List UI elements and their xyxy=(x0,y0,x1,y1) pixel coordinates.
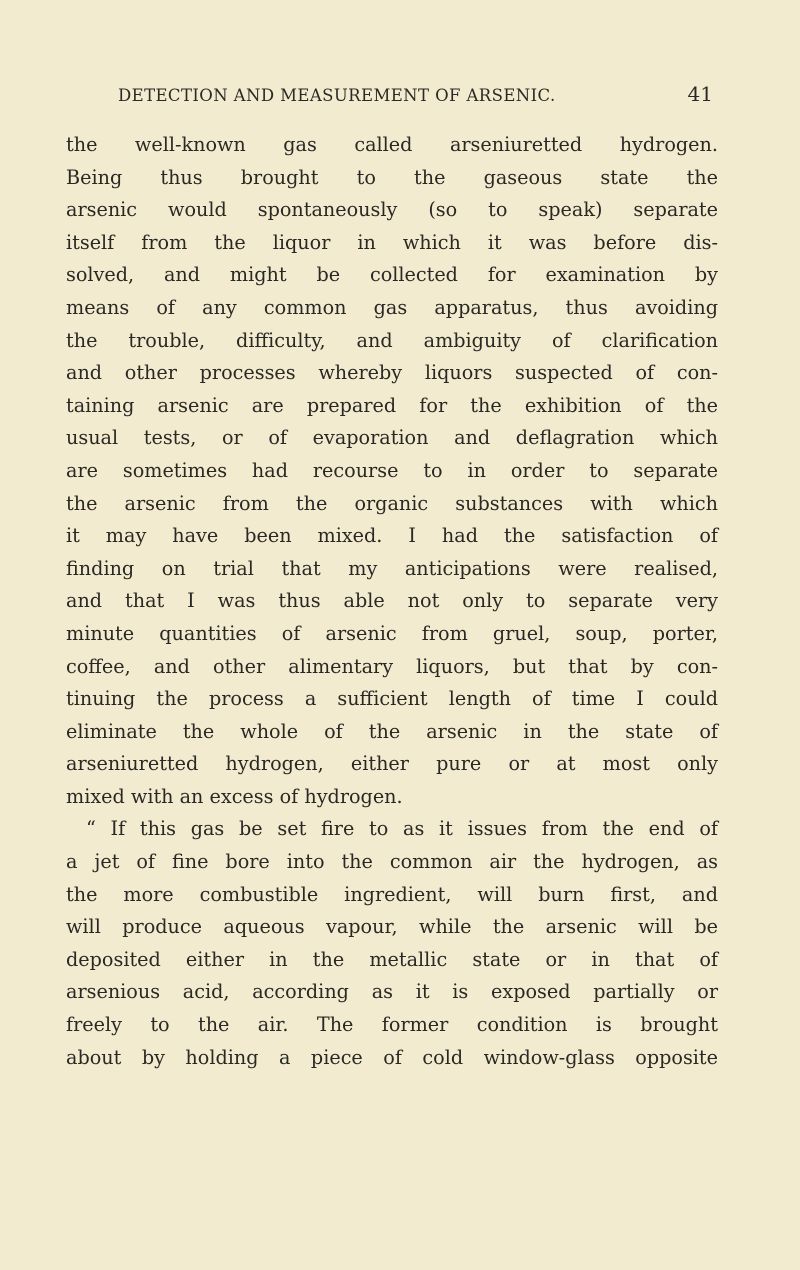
text-line: and that I was thus able not only to separate very xyxy=(66,589,718,613)
text-line: eliminate the whole of the arsenic in the state of xyxy=(66,719,718,743)
text-line: finding on trial that my anticipations were realised, xyxy=(66,556,718,580)
text-line: Being thus brought to the gaseous state the xyxy=(66,165,718,189)
body-text xyxy=(66,129,718,1074)
text-line: the arsenic from the organic substances with which xyxy=(66,491,718,515)
text-line: itself from the liquor in which it was before dis- xyxy=(66,230,718,254)
page-number: 41 xyxy=(687,82,713,106)
text-line: means of any common gas apparatus, thus avoiding xyxy=(66,295,718,319)
text-line: and other processes whereby liquors suspected of con- xyxy=(66,361,718,385)
text-line: tinuing the process a sufficient length of time I could xyxy=(66,687,718,711)
text-line: usual tests, or of evaporation and deflagration which xyxy=(66,426,718,450)
text-line: deposited either in the metallic state or in that of xyxy=(66,947,718,971)
text-line: the more combustible ingredient, will burn first, and xyxy=(66,882,718,906)
text-line: taining arsenic are prepared for the exhibition of the xyxy=(66,393,718,417)
text-line: the trouble, difficulty, and ambiguity of clarification xyxy=(66,328,718,352)
text-line: arsenic would spontaneously (so to speak) separate xyxy=(66,198,718,222)
text-line: will produce aqueous vapour, while the arsenic will be xyxy=(66,915,718,939)
paragraph-end-line: mixed with an excess of hydrogen. xyxy=(66,784,403,808)
text-line: solved, and might be collected for examination by xyxy=(66,263,718,287)
text-line: arsenious acid, according as it is exposed partially or xyxy=(66,980,718,1004)
text-line: about by holding a piece of cold window-glass opposite xyxy=(66,1045,718,1069)
text-line: a jet of fine bore into the common air the hydrogen, as xyxy=(66,850,718,874)
text-line: it may have been mixed. I had the satisfaction of xyxy=(66,524,718,548)
running-title: DETECTION AND MEASUREMENT OF ARSENIC. xyxy=(118,86,556,105)
text-line: coffee, and other alimentary liquors, but that by con- xyxy=(66,654,718,678)
text-line: minute quantities of arsenic from gruel, soup, porter, xyxy=(66,621,718,645)
text-line: arseniuretted hydrogen, either pure or at most only xyxy=(66,752,718,776)
text-line: the well-known gas called arseniuretted hydrogen. xyxy=(66,133,718,156)
running-head xyxy=(118,82,713,112)
text-line: are sometimes had recourse to in order to separate xyxy=(66,458,718,482)
text-line: freely to the air. The former condition is brought xyxy=(66,1013,718,1037)
paragraph-start-line: “ If this gas be set fire to as it issues from the end of xyxy=(86,817,718,841)
